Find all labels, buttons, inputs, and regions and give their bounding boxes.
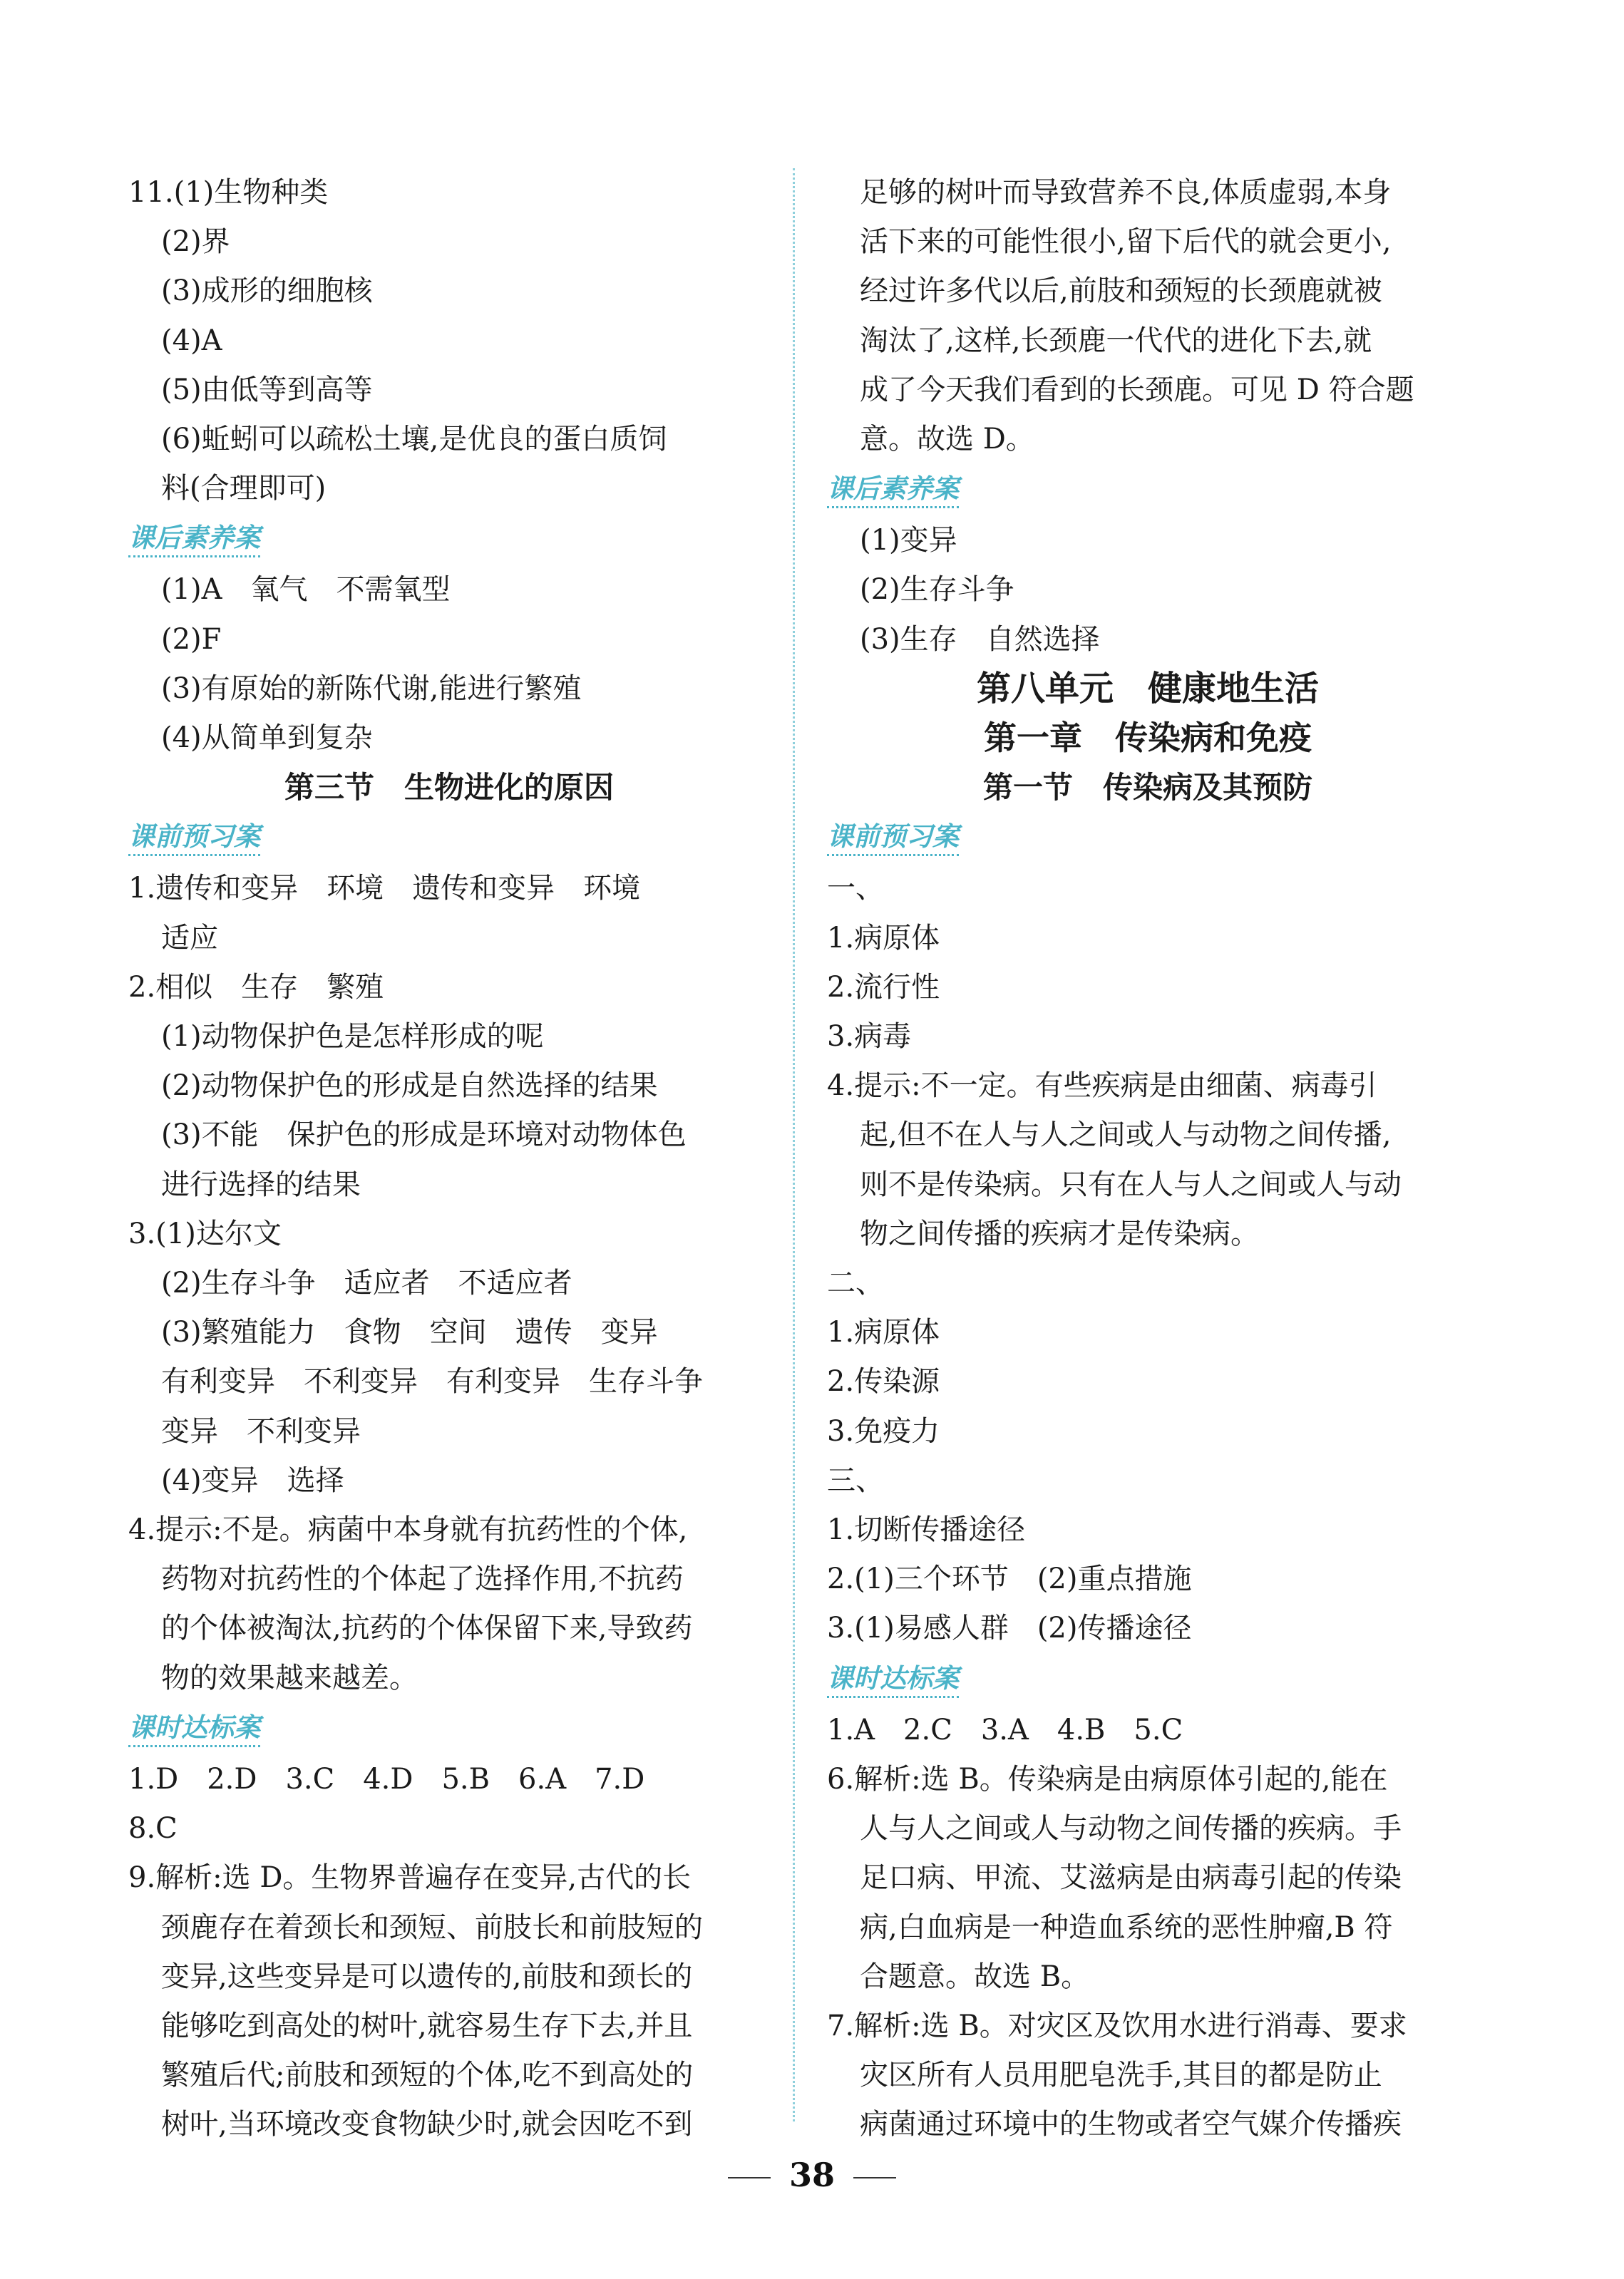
text-line: 9.解析:选 D。生物界普遍存在变异,古代的长 xyxy=(128,1861,692,1895)
text-line: 足够的树叶而导致营养不良,体质虚弱,本身 xyxy=(860,176,1392,209)
text-line: 进行选择的结果 xyxy=(161,1168,361,1201)
text-line: 起,但不在人与人之间或人与动物之间传播, xyxy=(860,1118,1392,1152)
text-line: 二、 xyxy=(827,1267,884,1300)
section-label: 课后素养案 xyxy=(128,521,260,557)
text-line: 1.A 2.C 3.A 4.B 5.C xyxy=(827,1713,1183,1746)
text-line: 颈鹿存在着颈长和颈短、前肢长和前肢短的 xyxy=(161,1910,703,1944)
text-line: 淘汰了,这样,长颈鹿一代代的进化下去,就 xyxy=(860,324,1372,357)
text-line: 1.病原体 xyxy=(827,1316,940,1349)
text-line: 物的效果越来越差。 xyxy=(161,1661,418,1694)
section-label-wrap xyxy=(128,513,770,565)
text-line: 3.(1)易感人群 (2)传播途径 xyxy=(827,1612,1192,1645)
text-line: (1)动物保护色是怎样形成的呢 xyxy=(161,1020,544,1054)
text-line: (2)界 xyxy=(161,225,230,259)
text-line: 灾区所有人员用肥皂洗手,其目的都是防止 xyxy=(860,2059,1382,2092)
text-line: 4.提示:不一定。有些疾病是由细菌、病毒引 xyxy=(827,1069,1377,1103)
text-line: 药物对抗药性的个体起了选择作用,不抗药 xyxy=(161,1563,684,1596)
section-label: 课前预习案 xyxy=(827,820,959,856)
section-label: 课后素养案 xyxy=(827,472,959,508)
text-line: (3)繁殖能力 食物 空间 遗传 变异 xyxy=(161,1316,658,1349)
text-line: 1.D 2.D 3.C 4.D 5.B 6.A 7.D xyxy=(128,1762,645,1796)
text-line: (4)A xyxy=(161,324,222,357)
text-line: (4)从简单到复杂 xyxy=(161,721,373,755)
text-line: (3)成形的细胞核 xyxy=(161,274,373,308)
text-line: 人与人之间或人与动物之间传播的疾病。手 xyxy=(860,1812,1402,1846)
text-line: 病菌通过环境中的生物或者空气媒介传播疾 xyxy=(860,2108,1402,2141)
text-line: 成了今天我们看到的长颈鹿。可见 D 符合题 xyxy=(860,373,1414,406)
text-line: 6.解析:选 B。传染病是由病原体引起的,能在 xyxy=(827,1762,1388,1796)
text-line: 病,白血病是一种造血系统的恶性肿瘤,B 符 xyxy=(860,1910,1393,1944)
text-line: 三、 xyxy=(827,1463,884,1497)
section-label: 课时达标案 xyxy=(128,1711,260,1747)
text-line: 2.相似 生存 繁殖 xyxy=(128,970,384,1004)
text-line: 2.流行性 xyxy=(827,970,940,1004)
text-line: 变异,这些变异是可以遗传的,前肢和颈长的 xyxy=(161,1960,693,1993)
section-label: 课时达标案 xyxy=(827,1662,959,1698)
text-line: 繁殖后代;前肢和颈短的个体,吃不到高处的 xyxy=(161,2059,694,2092)
text-line: (2)动物保护色的形成是自然选择的结果 xyxy=(161,1069,658,1103)
text-line: 能够吃到高处的树叶,就容易生存下去,并且 xyxy=(161,2009,693,2042)
text-line: 3.(1)达尔文 xyxy=(128,1217,282,1250)
text-line: 2.传染源 xyxy=(827,1365,940,1399)
text-line: (4)变异 选择 xyxy=(161,1463,344,1497)
text-line: 1.病原体 xyxy=(827,921,940,955)
text-line: 意。故选 D。 xyxy=(860,423,1034,456)
column-divider xyxy=(793,168,795,2121)
text-line: 3.免疫力 xyxy=(827,1414,940,1448)
text-line: (1)A 氧气 不需氧型 xyxy=(161,573,451,607)
text-line: 一、 xyxy=(827,872,884,905)
text-line: 4.提示:不是。病菌中本身就有抗药性的个体, xyxy=(128,1513,688,1547)
section-label: 课前预习案 xyxy=(128,820,260,856)
page-number xyxy=(0,2156,1624,2194)
text-line: (1)变异 xyxy=(860,524,957,557)
text-line: 2.(1)三个环节 (2)重点措施 xyxy=(827,1563,1192,1596)
unit-heading: 第八单元 健康地生活 xyxy=(976,668,1319,709)
text-line: (6)蚯蚓可以疏松土壤,是优良的蛋白质饲 xyxy=(161,423,667,456)
section-label-wrap xyxy=(827,464,1469,516)
text-line: 则不是传染病。只有在人与人之间或人与动 xyxy=(860,1168,1402,1201)
text-line: 7.解析:选 B。对灾区及饮用水进行消毒、要求 xyxy=(827,2009,1407,2042)
text-line: 料(合理即可) xyxy=(161,472,327,505)
section-label-wrap xyxy=(827,812,1469,864)
section-label-wrap xyxy=(827,1654,1469,1706)
text-line: 适应 xyxy=(161,921,218,955)
text-line: (3)有原始的新陈代谢,能进行繁殖 xyxy=(161,672,582,705)
chapter-heading: 第一章 传染病和免疫 xyxy=(984,719,1312,758)
text-line: (3)生存 自然选择 xyxy=(860,622,1100,656)
text-line: (2)生存斗争 xyxy=(860,573,1014,607)
text-line: 的个体被淘汰,抗药的个体保留下来,导致药 xyxy=(161,1612,693,1645)
text-line: 1.切断传播途径 xyxy=(827,1513,1026,1547)
text-line: 3.病毒 xyxy=(827,1020,912,1054)
text-line: 合题意。故选 B。 xyxy=(860,1960,1090,1993)
left-column xyxy=(128,168,770,2150)
text-line: (5)由低等到高等 xyxy=(161,373,373,406)
text-line: 经过许多代以后,前肢和颈短的长颈鹿就被 xyxy=(860,274,1382,308)
section-label-wrap xyxy=(128,812,770,864)
text-line: 活下来的可能性很小,留下后代的就会更小, xyxy=(860,225,1392,259)
text-line: 1.遗传和变异 环境 遗传和变异 环境 xyxy=(128,872,641,905)
text-line: 变异 不利变异 xyxy=(161,1414,361,1448)
right-column xyxy=(827,168,1469,2150)
text-line: 8.C xyxy=(128,1812,178,1846)
section-heading: 第三节 生物进化的原因 xyxy=(284,770,614,806)
page-number-text: 38 xyxy=(788,2156,835,2194)
text-line: (3)不能 保护色的形成是环境对动物体色 xyxy=(161,1118,687,1152)
section-label-wrap xyxy=(128,1703,770,1755)
text-line: (2)F xyxy=(161,622,222,656)
text-line: 足口病、甲流、艾滋病是由病毒引起的传染 xyxy=(860,1861,1402,1895)
text-line: 有利变异 不利变异 有利变异 生存斗争 xyxy=(161,1365,703,1399)
text-line: 树叶,当环境改变食物缺少时,就会因吃不到 xyxy=(161,2108,693,2141)
text-line: 11.(1)生物种类 xyxy=(128,176,329,209)
section-heading: 第一节 传染病及其预防 xyxy=(982,770,1312,806)
text-line: 物之间传播的疾病才是传染病。 xyxy=(860,1217,1259,1250)
text-line: (2)生存斗争 适应者 不适应者 xyxy=(161,1267,572,1300)
